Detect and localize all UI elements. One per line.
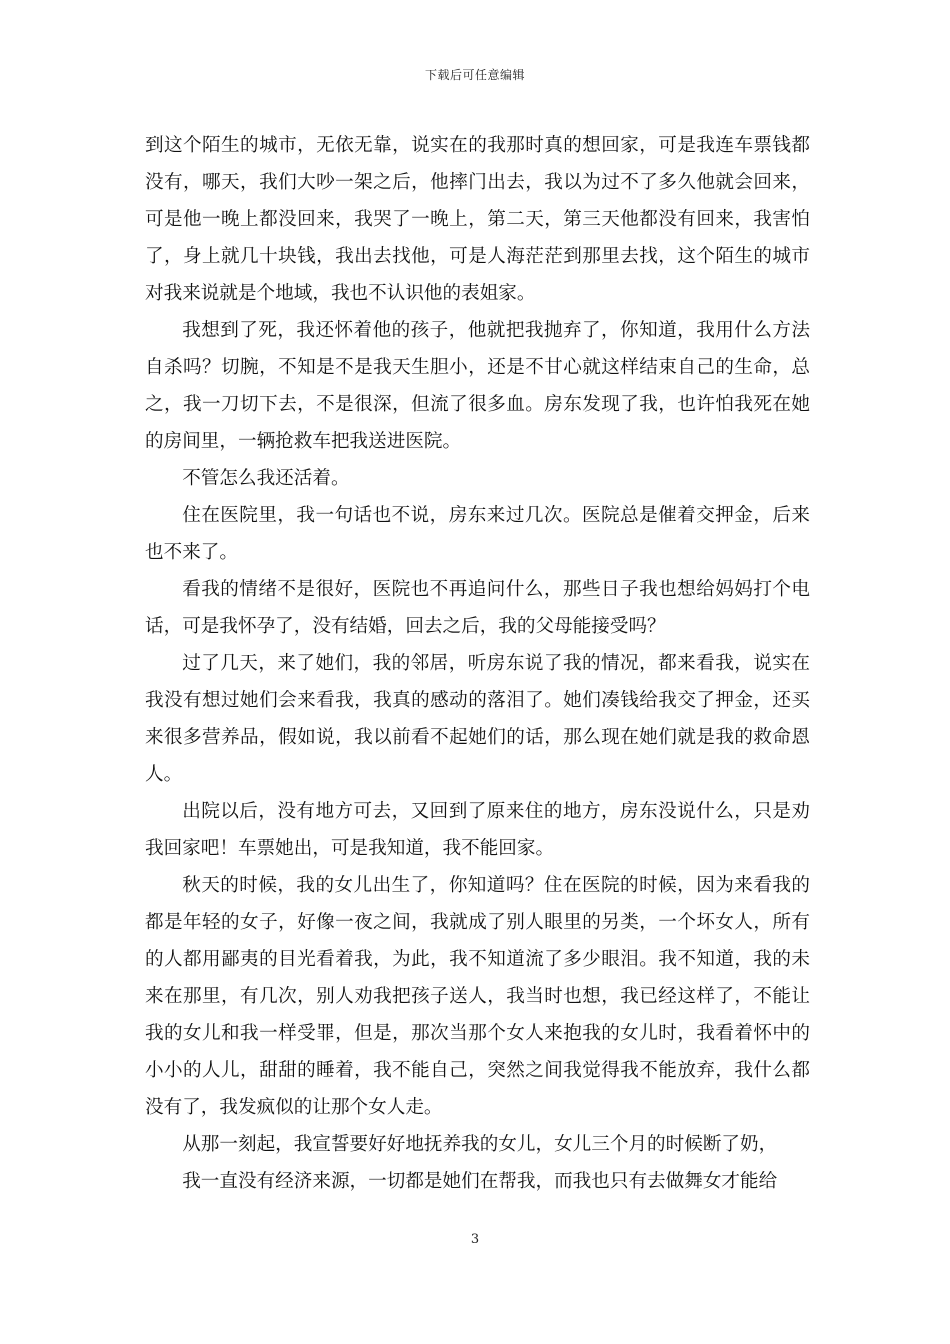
- paragraph: 秋天的时候，我的女儿出生了，你知道吗？住在医院的时候，因为来看我的都是年轻的女子，好像一夜之间，我就成了别人眼里的另类，一个坏女人，所有的人都用鄙夷的目光看着我，为此，我不知道流了多少眼泪。我不知道，我的未来在那里，有几次，别人劝我把孩子送人，我当时也想，我已经这样了，不能让我的女儿和我一样受罪，但是，那次当那个女人来抱我的女儿时，我看着怀中的小小的人儿，甜甜的睡着，我不能自己，突然之间我觉得我不能放弃，我什么都没有了，我发疯似的让那个女人走。: [145, 875, 810, 1118]
- paragraph: 过了几天，来了她们，我的邻居，听房东说了我的情况，都来看我，说实在我没有想过她们会来看我，我真的感动的落泪了。她们凑钱给我交了押金，还买来很多营养品，假如说，我以前看不起她们的话，那么现在她们就是我的救命恩人。: [145, 653, 810, 785]
- document-body: [145, 127, 810, 1200]
- paragraph: 我想到了死，我还怀着他的孩子，他就把我抛弃了，你知道，我用什么方法自杀吗？切腕，不知是不是我天生胆小，还是不甘心就这样结束自己的生命，总之，我一刀切下去，不是很深，但流了很多血。房东发现了我，也许怕我死在她的房间里，一辆抢救车把我送进医院。: [145, 320, 810, 452]
- paragraph: 住在医院里，我一句话也不说，房东来过几次。医院总是催着交押金，后来也不来了。: [145, 505, 810, 563]
- paragraph: 看我的情绪不是很好，医院也不再追问什么，那些日子我也想给妈妈打个电话，可是我怀孕了，没有结婚，回去之后，我的父母能接受吗？: [145, 579, 810, 637]
- paragraph: 我一直没有经济来源，一切都是她们在帮我，而我也只有去做舞女才能给: [182, 1171, 778, 1192]
- paragraph: 不管怎么我还活着。: [182, 468, 350, 489]
- page-number: 3: [470, 1232, 480, 1247]
- paragraph: 从那一刻起，我宣誓要好好地抚养我的女儿，女儿三个月的时候断了奶，: [182, 1134, 778, 1155]
- paragraph: 出院以后，没有地方可去，又回到了原来住的地方，房东没说什么，只是劝我回家吧！车票她出，可是我知道，我不能回家。: [145, 801, 810, 859]
- paragraph: 到这个陌生的城市，无依无靠，说实在的我那时真的想回家，可是我连车票钱都没有，哪天，我们大吵一架之后，他摔门出去，我以为过不了多久他就会回来，可是他一晚上都没回来，我哭了一晚上，第二天，第三天他都没有回来，我害怕了，身上就几十块钱，我出去找他，可是人海茫茫到那里去找，这个陌生的城市对我来说就是个地域，我也不认识他的表姐家。: [145, 135, 810, 304]
- page-header: 下载后可任意编辑: [424, 68, 525, 82]
